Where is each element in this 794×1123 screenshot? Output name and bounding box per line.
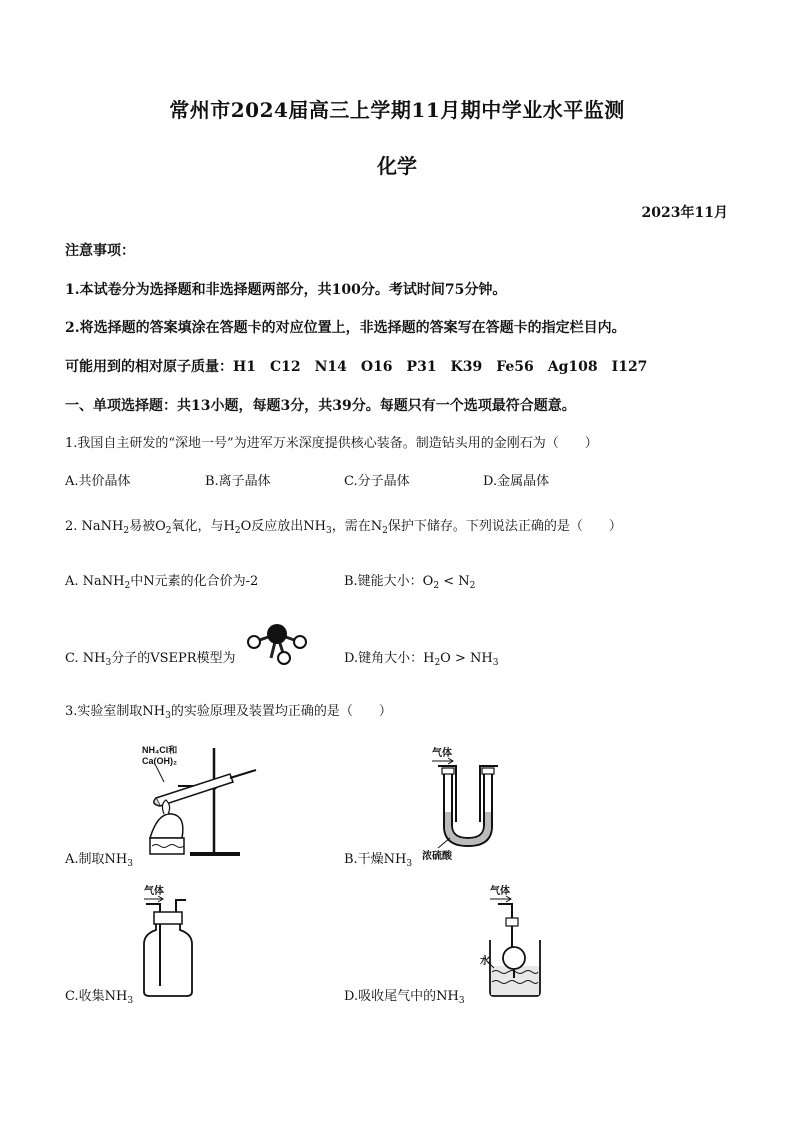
q2-option-b: B.键能大小：$O_2 < N_2$ [344, 574, 476, 591]
svg-text:气体: 气体 [144, 886, 164, 897]
question-2-stem: 2. NaNH$_2$易被$O_2$氧化，与$H_2O$反应放出$NH_3$，需在$N_2$保护下储存。下列说法正确的是（ ） [65, 519, 622, 536]
figure-a-nh3-preparation [138, 742, 266, 864]
q2-option-a: A. NaNH$_2$中N元素的化合价为-2 [65, 574, 259, 591]
figure-c-gas-collection [140, 882, 196, 1000]
exam-subject: 化学 [377, 154, 417, 178]
exam-title: 常州市2024届高三上学期11月期中学业水平监测 [169, 98, 625, 122]
svg-text:气体: 气体 [432, 748, 452, 759]
svg-text:Ca(OH)₂: Ca(OH)₂ [142, 756, 177, 766]
notice-item-1: 1.本试卷分为选择题和非选择题两部分，共100分。考试时间75分钟。 [65, 282, 507, 298]
q2-option-d: D.键角大小：$H_2O > NH_3$ [344, 651, 499, 668]
svg-text:气体: 气体 [490, 886, 510, 897]
q3-option-c: C.收集$NH_3$ [65, 989, 134, 1006]
svg-text:水: 水 [480, 956, 490, 967]
svg-text:NH₄Cl和: NH₄Cl和 [142, 745, 178, 755]
notice-item-2: 2.将选择题的答案填涂在答题卡的对应位置上，非选择题的答案写在答题卡的指定栏目内。 [65, 320, 626, 336]
question-1-stem: 1.我国自主研发的“深地一号”为进军万米深度提供核心装备。制造钻头用的金刚石为（ ） [65, 436, 598, 451]
q3-option-b: B.干燥$NH_3$ [344, 852, 413, 869]
svg-text:浓硫酸: 浓硫酸 [422, 851, 452, 862]
nh3-vsepr-model-image [244, 622, 310, 668]
notice-heading: 注意事项： [65, 243, 135, 259]
atomic-masses: 可能用到的相对原子质量：H1 C12 N14 O16 P31 K39 Fe56 Ag108 I127 [65, 359, 648, 375]
q2-option-c: C. $NH_3$分子的VSEPR模型为 [65, 651, 236, 668]
exam-date: 2023年11月 [641, 205, 728, 221]
question-3-stem: 3.实验室制取$NH_3$的实验原理及装置均正确的是（ ） [65, 704, 392, 721]
section-heading: 一、单项选择题：共13小题，每题3分，共39分。每题只有一个选项最符合题意。 [65, 398, 576, 414]
q1-option-c: C.分子晶体 [344, 474, 410, 489]
q1-option-b: B.离子晶体 [205, 474, 271, 489]
q3-option-a: A.制取$NH_3$ [65, 852, 133, 869]
q1-option-d: D.金属晶体 [483, 474, 550, 489]
q3-option-d: D.吸收尾气中的$NH_3$ [344, 989, 465, 1006]
figure-b-u-tube-drying [418, 742, 518, 864]
q1-option-a: A.共价晶体 [65, 474, 131, 489]
figure-d-tail-gas-absorption [478, 882, 544, 1000]
